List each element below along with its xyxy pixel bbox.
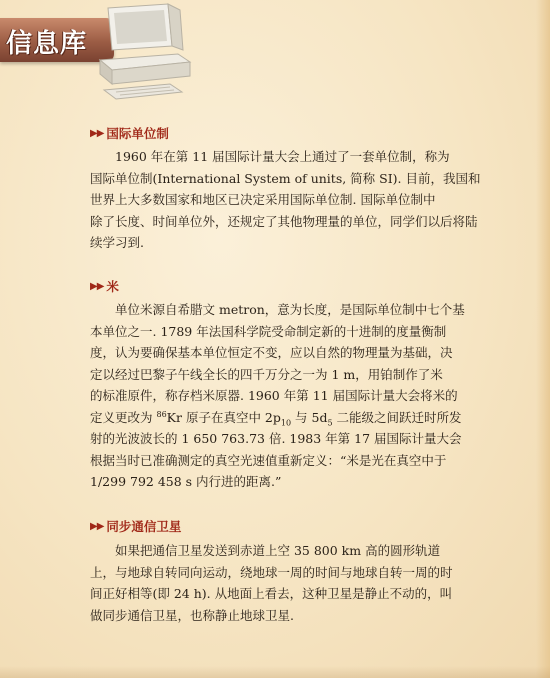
subscript: 5 <box>327 418 333 427</box>
text-line: 做同步通信卫星，也称静止地球卫星. <box>90 607 294 623</box>
heading-arrow-icon: ▶▶ <box>90 520 104 532</box>
paragraph-satellite <box>90 540 510 626</box>
paragraph-si <box>90 146 510 254</box>
section-heading-satellite <box>90 517 181 535</box>
text-line: 上，与地球自转同向运动，绕地球一周的时间与地球自转一周的时 <box>90 564 453 580</box>
text-run: Kr 原子在真空中 2p <box>166 409 281 425</box>
superscript: 86 <box>156 409 167 419</box>
section-heading-text: 同步通信卫星 <box>106 519 182 534</box>
heading-arrow-icon: ▶▶ <box>90 280 104 292</box>
text-line: 1960 年在第 11 届国际计量大会上通过了一套单位制，称为 <box>115 149 450 164</box>
text-line: 续学习到. <box>90 235 144 250</box>
text-line: 如果把通信卫星发送到赤道上空 35 800 km 高的圆形轨道 <box>115 543 441 558</box>
subscript: 10 <box>280 418 292 427</box>
text-line-formula <box>90 407 510 429</box>
section-heading-text: 米 <box>106 279 119 294</box>
text-run: 定义更改为 <box>90 409 157 425</box>
page-edge <box>536 0 550 678</box>
heading-arrow-icon: ▶▶ <box>90 127 104 139</box>
text-line: 本单位之一. 1789 年法国科学院受命制定新的十进制的度量衡制 <box>90 323 447 339</box>
text-run: 与 5d <box>291 409 328 425</box>
text-line: 定以经过巴黎子午线全长的四千万分之一为 1 m，用铂制作了米 <box>90 366 443 382</box>
text-line: 世界上大多数国家和地区已决定采用国际单位制. 国际单位制中 <box>90 192 436 207</box>
section-heading-metre <box>90 277 119 295</box>
text-line: 单位米源自希腊文 metron，意为长度，是国际单位制中七个基 <box>115 302 465 317</box>
text-run: 二能级之间跃迁时所发 <box>332 409 462 425</box>
text-line: 根据当时已准确测定的真空光速值重新定义：“米是光在真空中于 <box>90 452 447 468</box>
text-line: 的标准原件，称存档米原器. 1960 年第 11 届国际计量大会将米的 <box>90 388 458 403</box>
text-line: 度，认为要确保基本单位恒定不变，应以自然的物理量为基础，决 <box>90 345 453 360</box>
text-line: 除了长度、时间单位外，还规定了其他物理量的单位，同学们以后将陆 <box>90 213 478 229</box>
paragraph-metre <box>90 299 510 493</box>
text-line: 国际单位制(International System of units, 简称 SI). 目前，我国和 <box>90 170 481 186</box>
header-title: 信息库 <box>6 29 88 59</box>
desktop-computer-icon <box>86 0 196 110</box>
text-line: 1/299 792 458 s 内行进的距离.” <box>90 474 282 489</box>
text-line: 间正好相等(即 24 h). 从地面上看去，这种卫星是静止不动的，叫 <box>90 586 453 601</box>
section-heading-text: 国际单位制 <box>106 126 169 141</box>
section-heading-si <box>90 124 169 142</box>
text-line: 射的光波波长的 1 650 763.73 倍. 1983 年第 17 届国际计量大会 <box>90 431 462 446</box>
page-bottom-shadow <box>0 666 550 678</box>
